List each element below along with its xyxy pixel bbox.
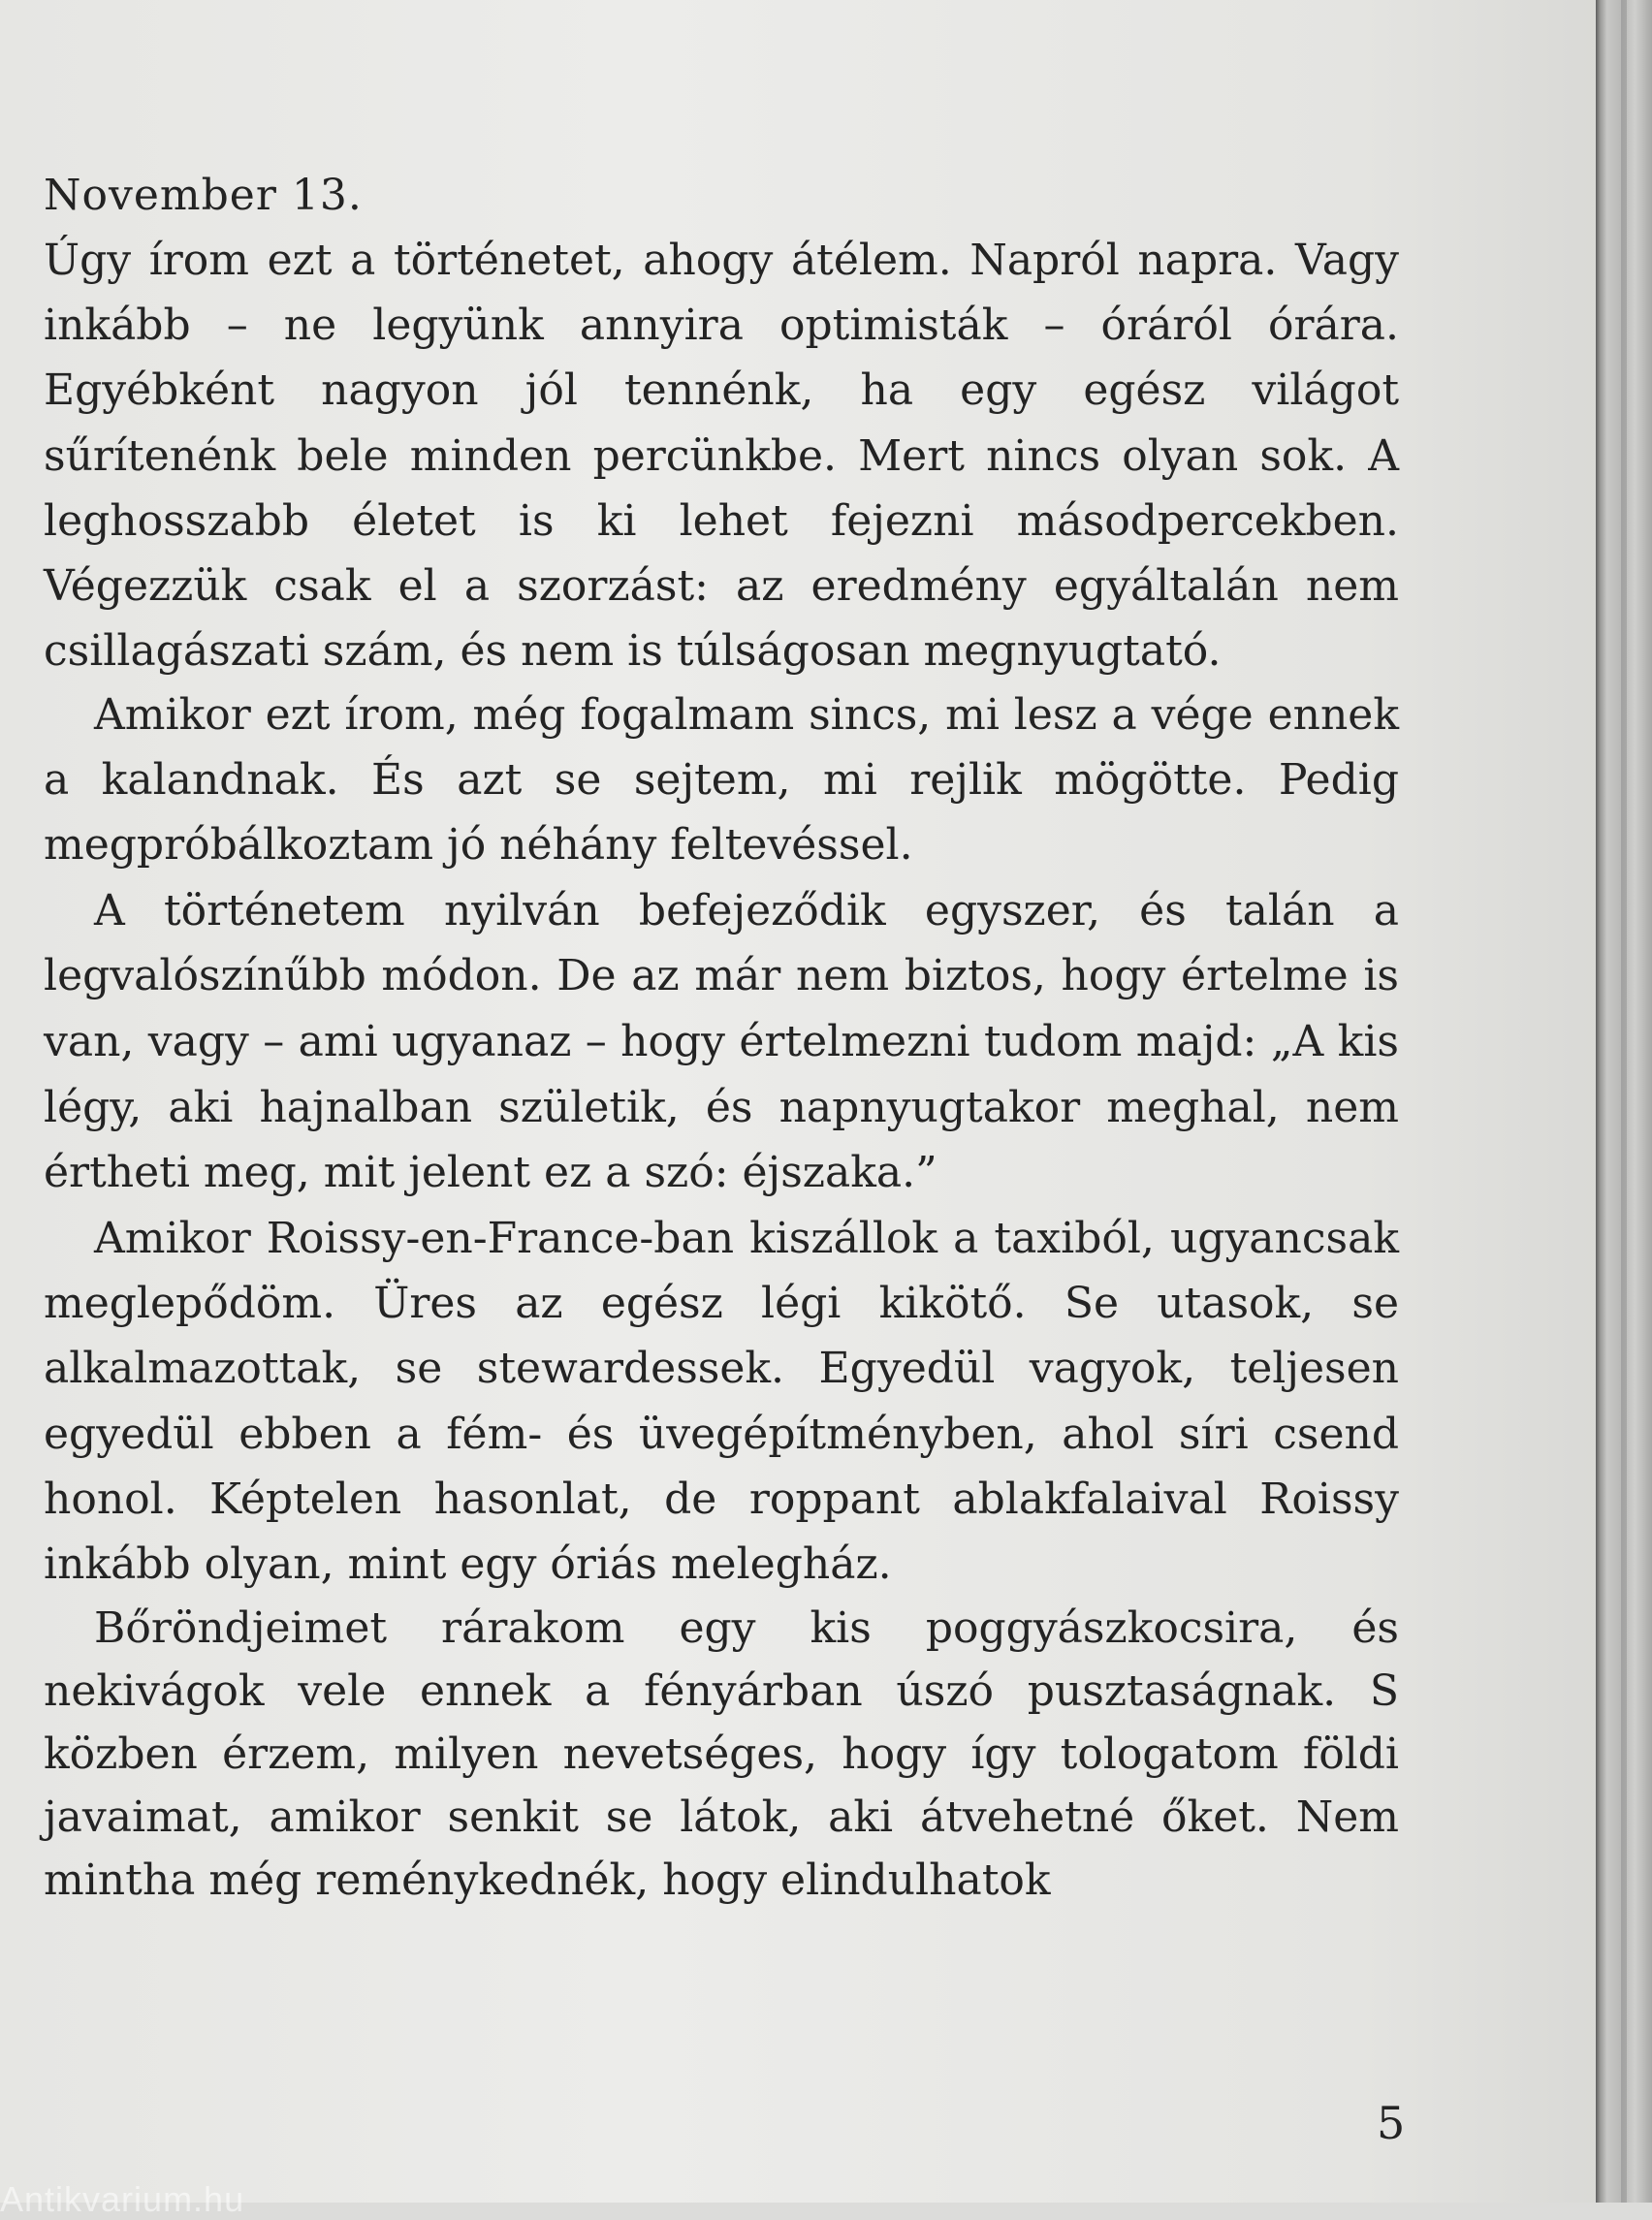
paragraph-4: Amikor Roissy-en-France-ban kiszállok a taxiból, ugyancsak meglepődöm. Üres az egész légi kikötő. Se utasok, se alkalmazottak, se stewardessek. Egyedül vagyok, teljesen egyedül ebben a fém- és üvegépítményben, ahol síri csend honol. Képtelen hasonlat, de roppant ablakfalaival Roissy inkább olyan, mint egy óriás melegház. (44, 1214, 1399, 1590)
watermark: Antikvarium.hu (0, 2179, 245, 2219)
paragraph-3: A történetem nyilván befejeződik egyszer, és talán a legvalószínűbb módon. De az már nem biztos, hogy értelme is van, vagy – ami ugyanaz – hogy értelmezni tudom majd: „A kis légy, aki hajnalban születik, és napnyugtakor meghal, nem értheti meg, mit jelent ez a szó: éjszaka.” (44, 885, 1399, 1198)
paragraph-2: Amikor ezt írom, még fogalmam sincs, mi lesz a vége ennek a kalandnak. És azt se sejtem, mi rejlik mögötte. Pedig megpróbálkoztam jó néhány feltevéssel. (44, 690, 1399, 870)
paragraph-1: Úgy írom ezt a történetet, ahogy átélem. Napról napra. Vagy inkább – ne legyünk annyira optimisták – óráról órára. Egyébként nagyon jól tennénk, ha egy egész világot sűrítenénk bele minden percünkbe. Mert nincs olyan sok. A leghosszabb életet is ki lehet fejezni másodpercekben. Végezzük csak el a szorzást: az eredmény egyáltalán nem csillagászati szám, és nem is túlságosan megnyugtató. (44, 236, 1399, 677)
diary-date-heading: November 13. (44, 171, 363, 220)
paragraph-5: Bőröndjeimet rárakom egy kis poggyászkocsira, és nekivágok vele ennek a fényárban úszó pusztaságnak. S közben érzem, milyen nevetséges, hogy így tologatom földi javaimat, amikor senkit se látok, aki átvehetné őket. Nem mintha még reménykednék, hogy elindulhatok (44, 1603, 1399, 1906)
page-number: 5 (1377, 2097, 1406, 2149)
spine-binding-line (1621, 0, 1627, 2203)
page-text-block (44, 163, 1399, 1912)
